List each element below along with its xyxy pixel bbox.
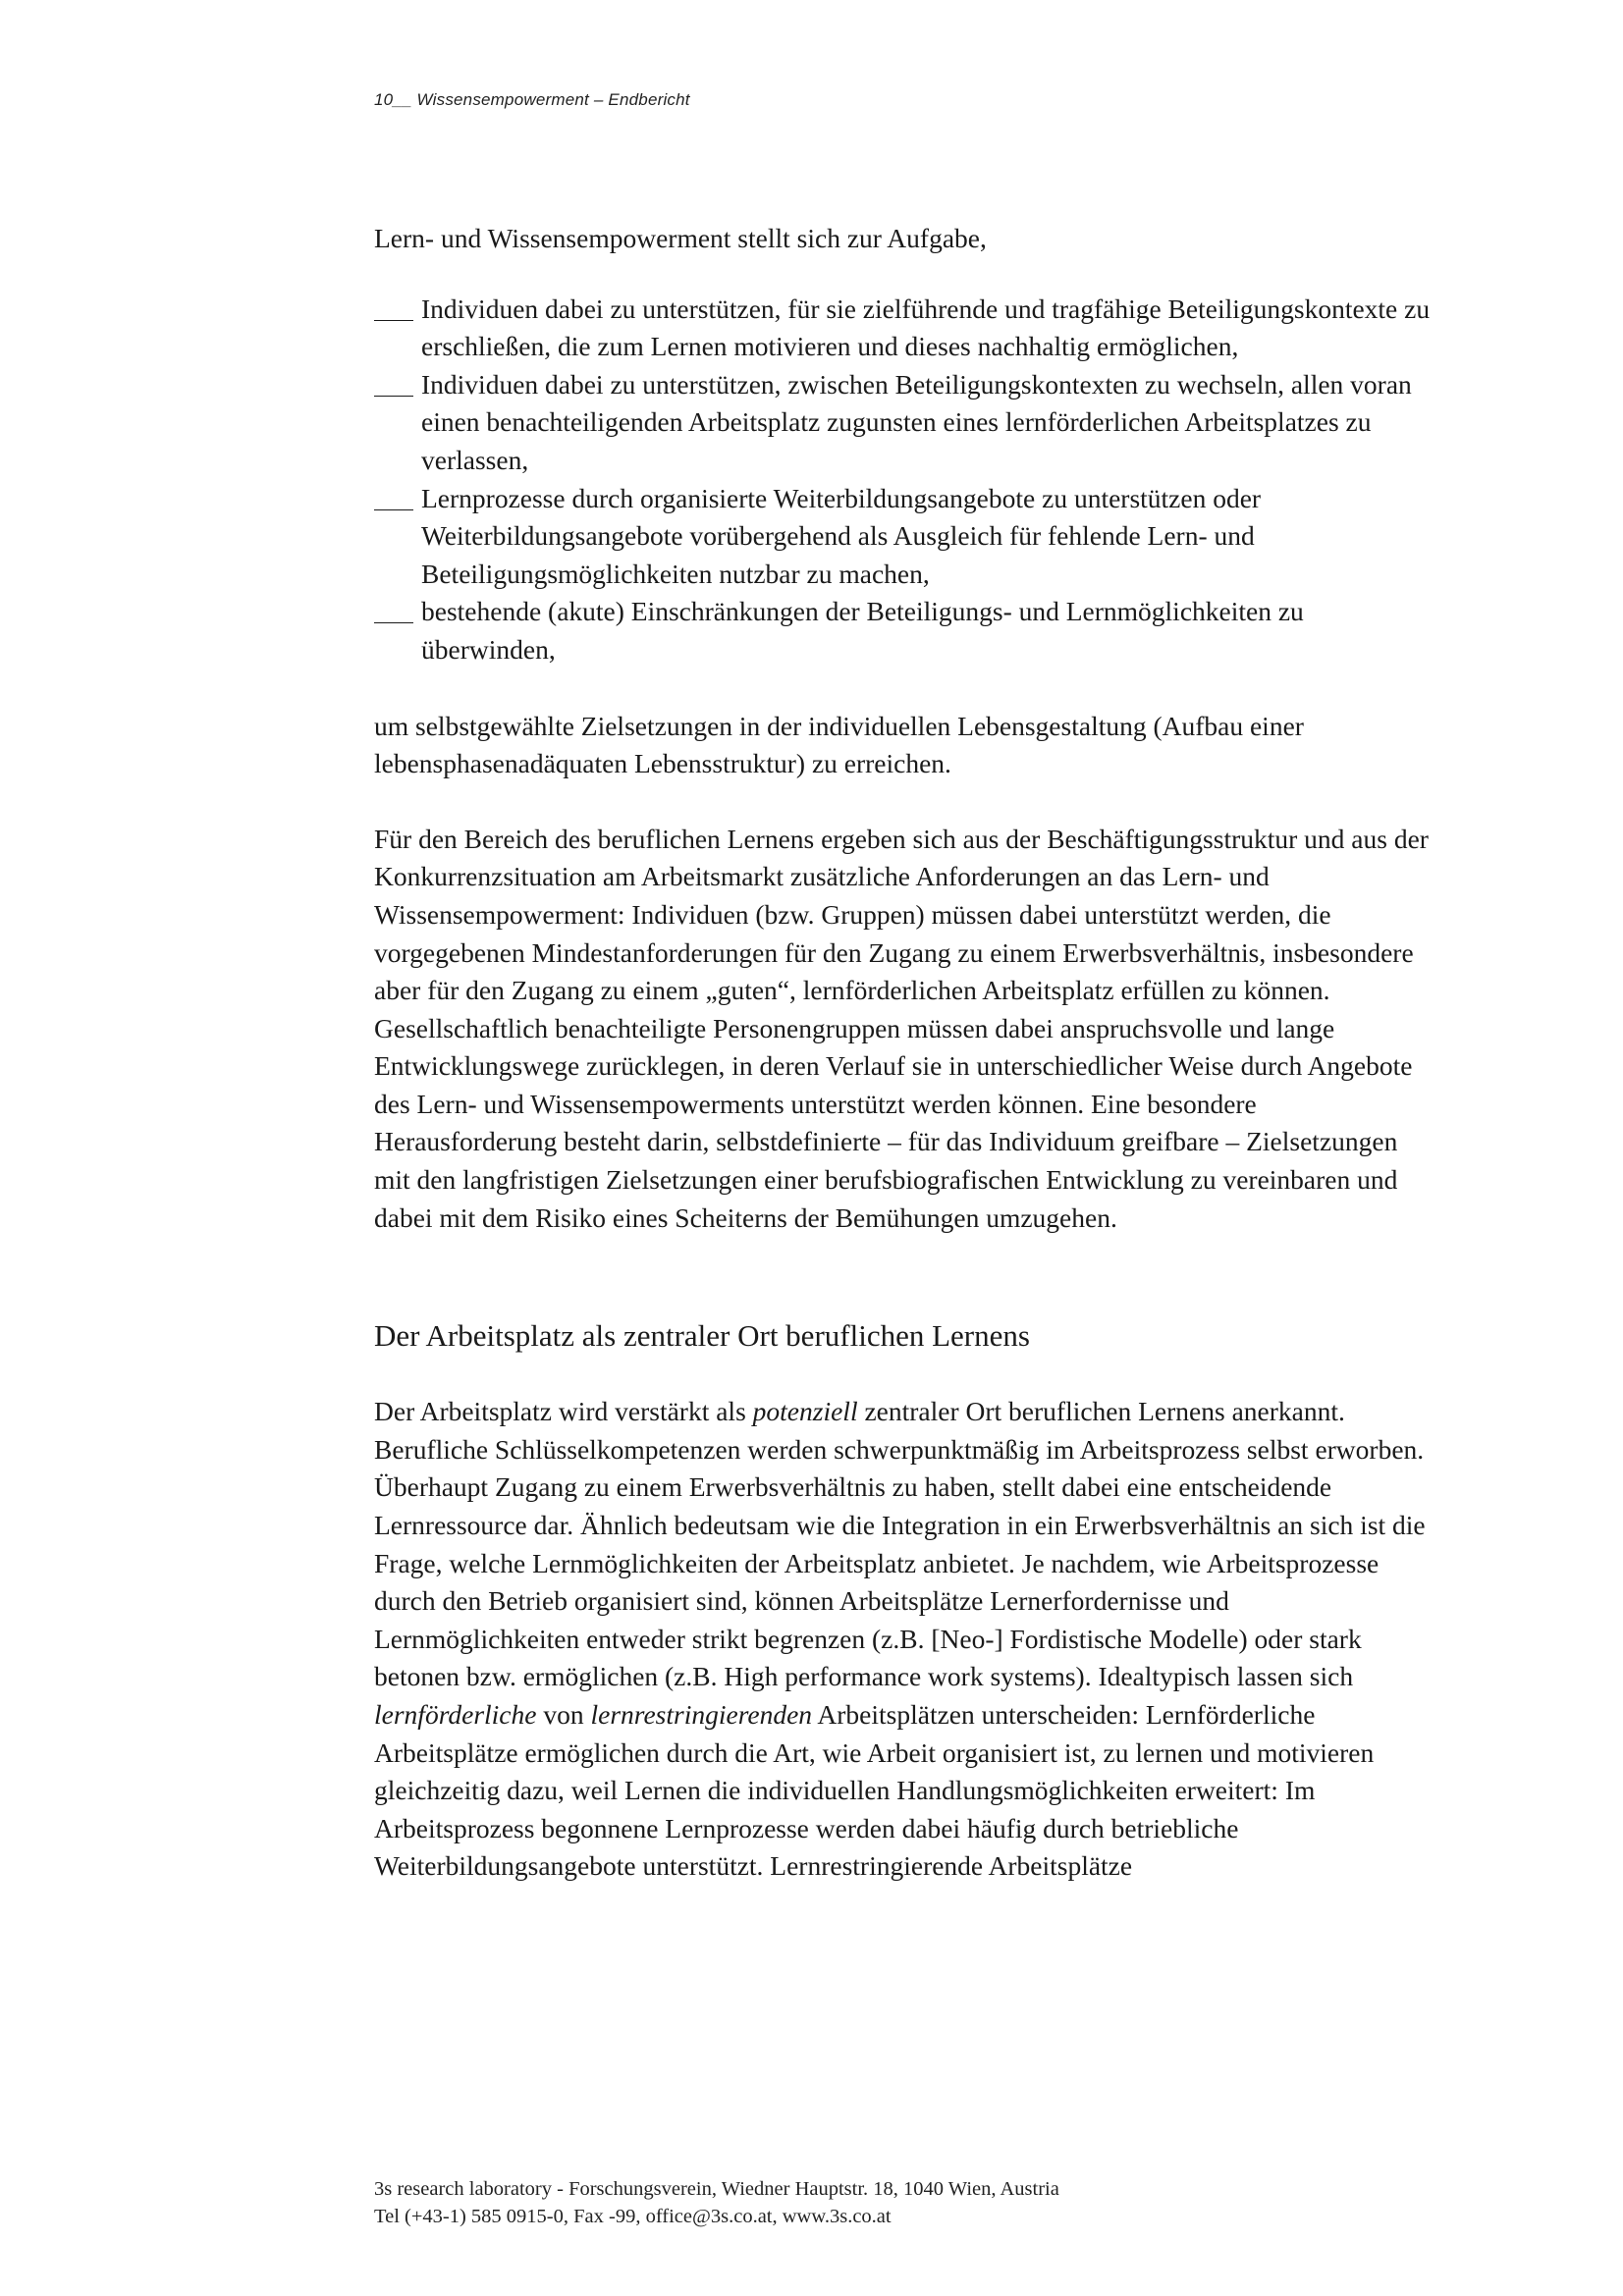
list-item [374, 366, 1434, 480]
running-header: 10__ Wissensempowerment – Endbericht [374, 90, 690, 109]
conclusion-paragraph: um selbstgewählte Zielsetzungen in der individuellen Lebensgestaltung (Aufbau einer lebensphasenadäquaten Lebensstruktur) zu erreichen. [374, 710, 1304, 779]
bullet-dash-icon [374, 622, 413, 623]
text-span: von [536, 1699, 591, 1730]
workplace-paragraph [374, 1393, 1434, 1886]
intro-sentence: Lern- und Wissensempowerment stellt sich zur Aufgabe, [374, 223, 987, 253]
footer-address: 3s research laboratory - Forschungsverein, Wiedner Hauptstr. 18, 1040 Wien, Austria [374, 2178, 1059, 2200]
list-item-text: Individuen dabei zu unterstützen, zwischen Beteiligungskontexten zu wechseln, allen voran einen benachteiligenden Arbeitsplatz zugunsten eines lernförderlichen Arbeitsplatzes zu verlassen, [421, 368, 1412, 475]
list-item-text: bestehende (akute) Einschränkungen der Beteiligungs- und Lernmöglichkeiten zu überwinden, [421, 596, 1304, 665]
list-item [374, 593, 1434, 668]
body-text [374, 220, 1434, 1886]
emphasis-lernfoerderliche: lernförderliche [374, 1699, 537, 1730]
list-item-text: Individuen dabei zu unterstützen, für sie zielführende und tragfähige Beteiligungskontexte zu erschließen, die zum Lernen motivieren und dieses nachhaltig ermöglichen, [421, 293, 1431, 362]
task-list [374, 291, 1434, 669]
list-item [374, 291, 1434, 366]
text-span: zentraler Ort beruflichen Lernens anerkannt. Berufliche Schlüsselkompetenzen werden schwerpunktmäßig im Arbeitsprozess selbst erworben. Überhaupt Zugang zu einem Erwerbsverhältnis zu haben, stellt dabei eine entscheidende Lernressource dar. Ähnlich bedeutsam wie die Integration in ein Erwerbsverhältnis an sich ist die Frage, welche Lernmöglichkeiten der Arbeitsplatz anbietet. Je nachdem, wie Arbeitsprozesse durch den Betrieb organisiert sind, können Arbeitsplätze Lernerfordernisse und Lernmöglichkeiten entweder strikt begrenzen (z.B. [Neo-] Fordistische Modelle) oder stark betonen bzw. ermöglichen (z.B. High performance work systems). Idealtypisch lassen sich [374, 1396, 1426, 1692]
text-span: Der Arbeitsplatz wird verstärkt als [374, 1396, 753, 1427]
professional-learning-paragraph: Für den Bereich des beruflichen Lernens ergeben sich aus der Beschäftigungsstruktur und aus der Konkurrenzsituation am Arbeitsmarkt zusätzliche Anforderungen an das Lern- und Wissensempowerment: Individuen (bzw. Gruppen) müssen dabei unterstützt werden, die vorgegebenen Mindestanforderungen für den Zugang zu einem Erwerbsverhältnis, insbesondere aber für den Zugang zu einem „guten“, lernförderlichen Arbeitsplatz erfüllen zu können. Gesellschaftlich benachteiligte Personengruppen müssen dabei anspruchsvolle und lange Entwicklungswege zurücklegen, in deren Verlauf sie in unterschiedlicher Weise durch Angebote des Lern- und Wissensempowerments unterstützt werden können. Eine besondere Herausforderung besteht darin, selbstdefinierte – für das Individuum greifbare – Zielsetzungen mit den langfristigen Zielsetzungen einer berufsbiografischen Entwicklung zu vereinbaren und dabei mit dem Risiko eines Scheiterns der Bemühungen umzugehen. [374, 823, 1429, 1233]
section-heading: Der Arbeitsplatz als zentraler Ort beruflichen Lernens [374, 1318, 1030, 1354]
page-footer [374, 2175, 1059, 2230]
bullet-dash-icon [374, 396, 413, 397]
footer-contact: Tel (+43-1) 585 0915-0, Fax -99, office@3s.co.at, www.3s.co.at [374, 2206, 892, 2227]
list-item [374, 480, 1434, 594]
list-item-text: Lernprozesse durch organisierte Weiterbildungsangebote zu unterstützen oder Weiterbildungsangebote vorübergehend als Ausgleich für fehlende Lern- und Beteiligungsmöglichkeiten nutzbar zu machen, [421, 482, 1262, 589]
text-span: Arbeitsplätzen unterscheiden: Lernförderliche Arbeitsplätze ermöglichen durch die Art, wie Arbeit organisiert ist, zu lernen und motivieren gleichzeitig dazu, weil Lernen die individuellen Handlungsmöglichkeiten erweitert: Im Arbeitsprozess begonnene Lernprozesse werden dabei häufig durch betriebliche Weiterbildungsangebote unterstützt. Lernrestringierende Arbeitsplätze [374, 1699, 1375, 1882]
emphasis-lernrestringierenden: lernrestringierenden [590, 1699, 813, 1730]
bullet-dash-icon [374, 320, 413, 321]
emphasis-potenziell: potenziell [752, 1396, 858, 1427]
bullet-dash-icon [374, 509, 413, 510]
